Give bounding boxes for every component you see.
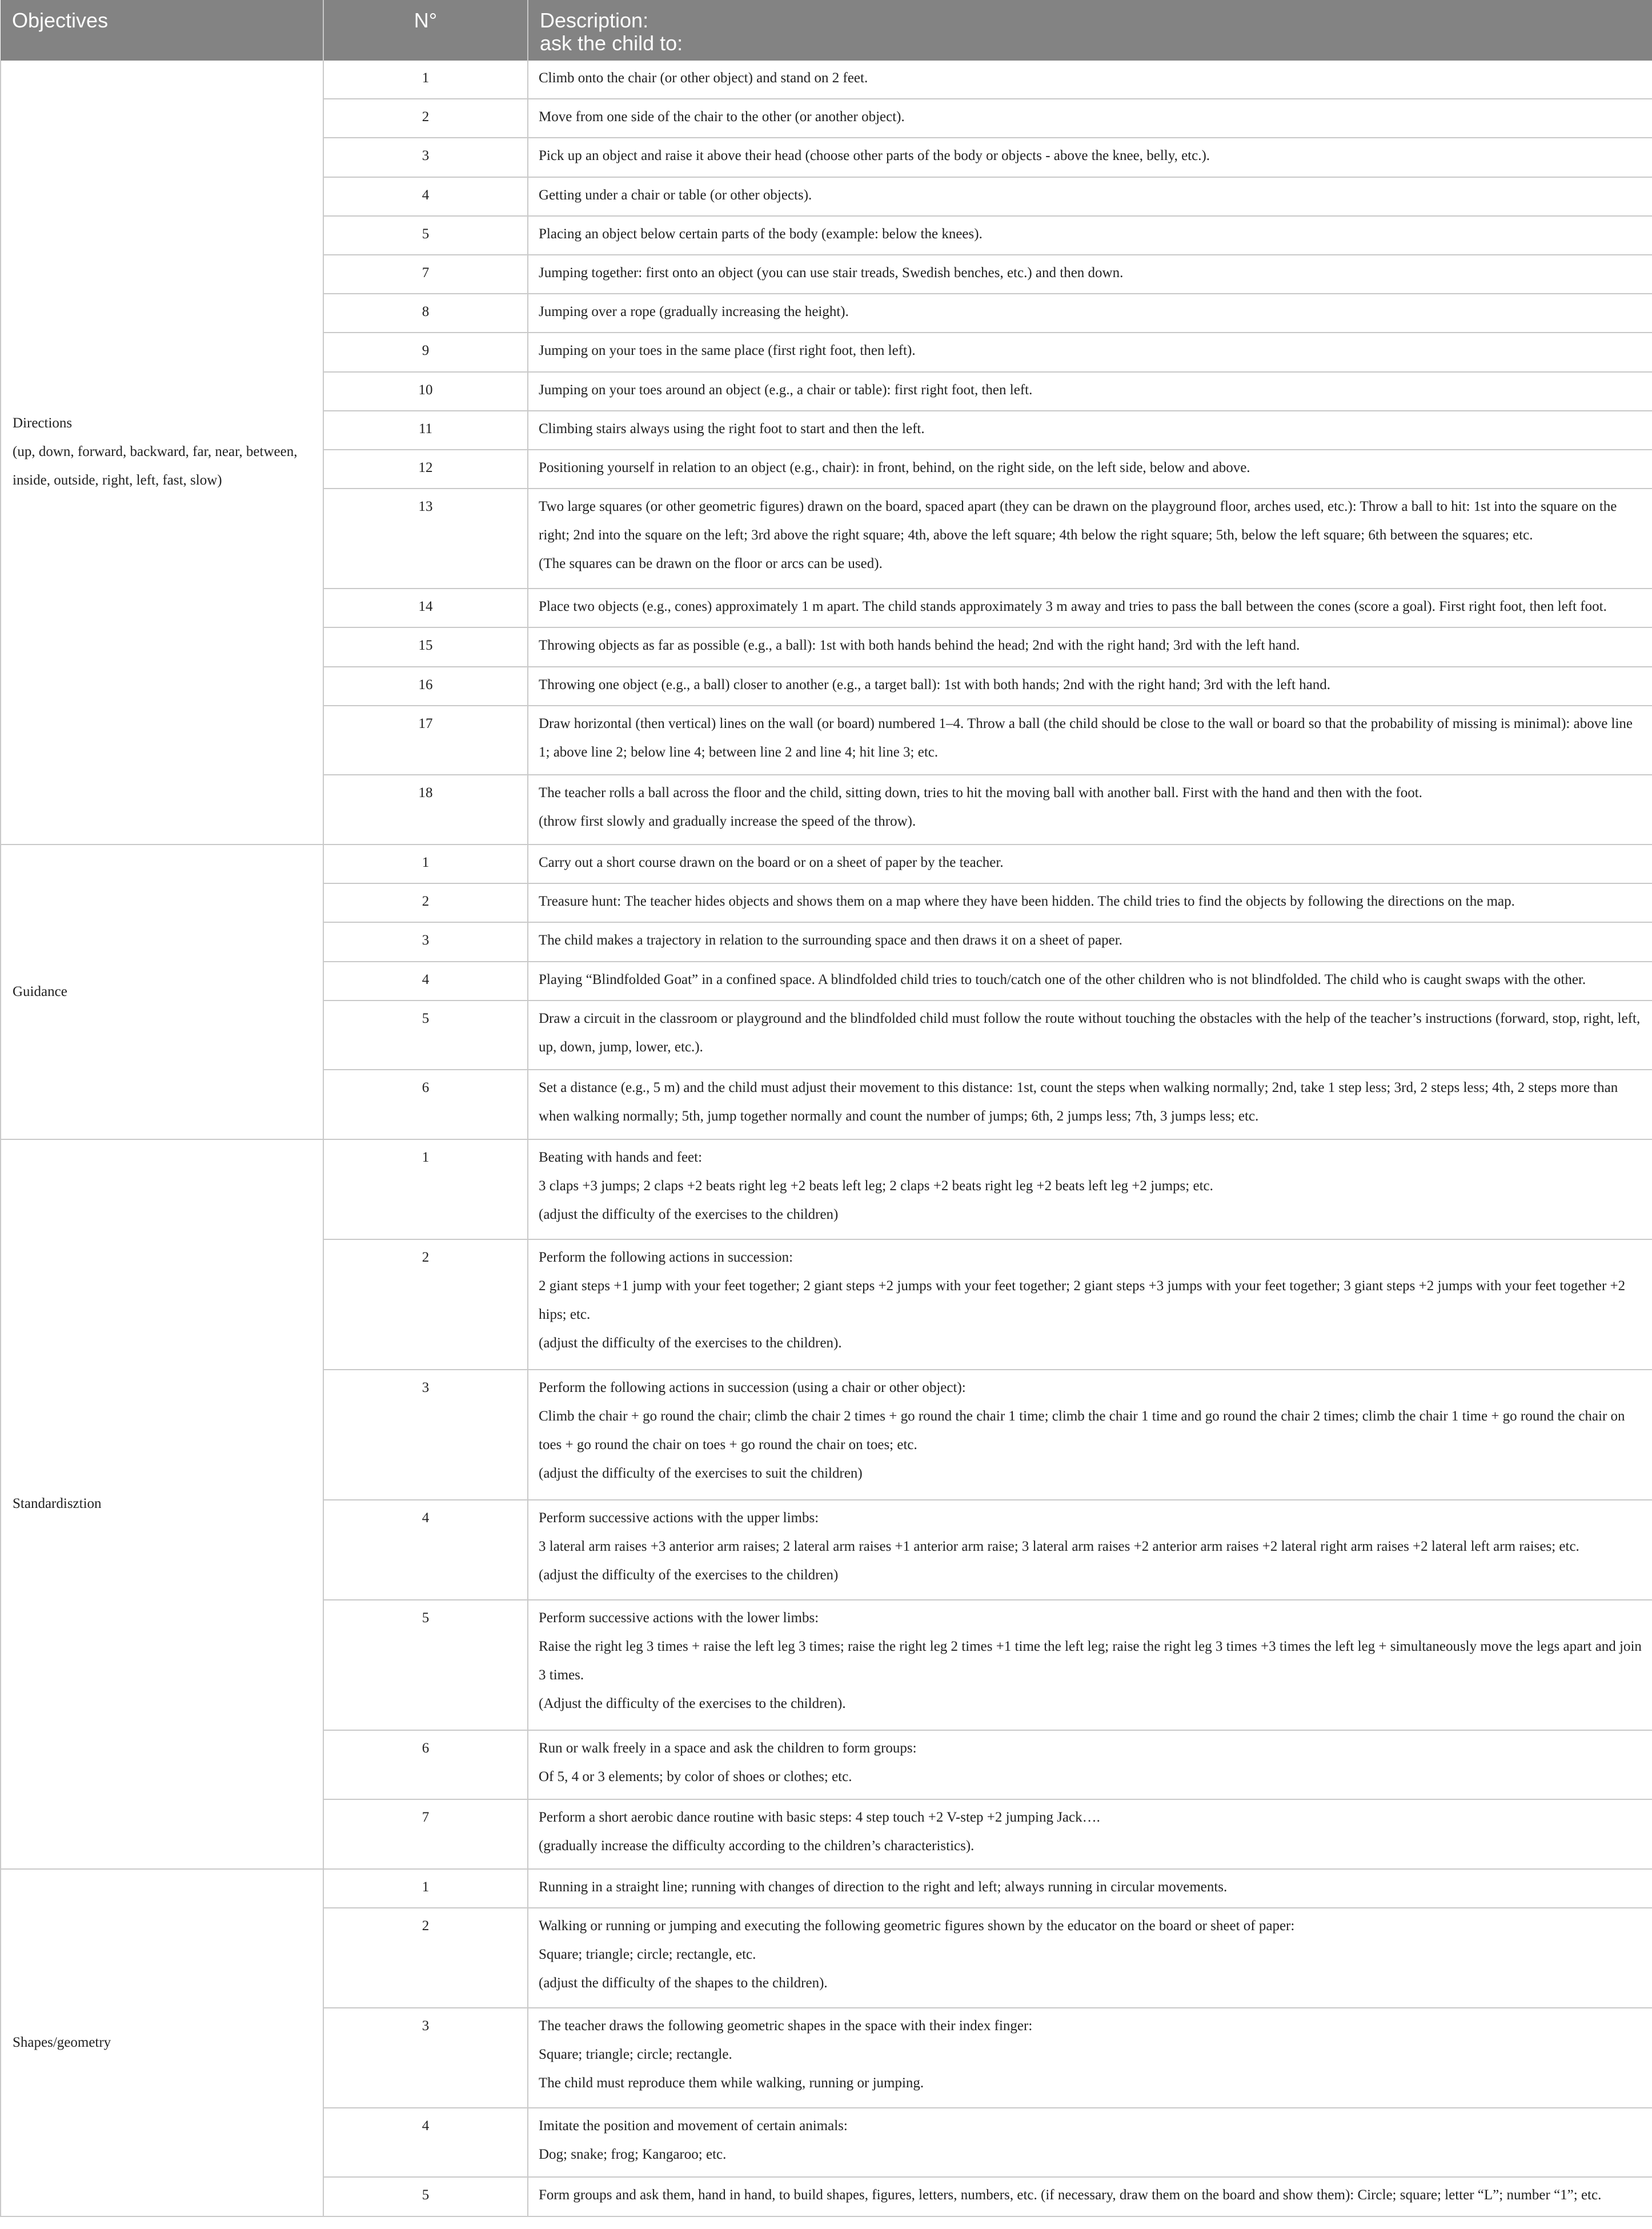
description-cell: Positioning yourself in relation to an object (e.g., chair): in front, behind, on the right side, on the left side, below and above. <box>528 450 1652 489</box>
description-cell: Draw horizontal (then vertical) lines on the wall (or board) numbered 1–4. Throw a ball (the child should be close to the wall or board so that the probability of missing is minimal): above line 1; above line 2; below line 4; between line 2 and line 4; hit line 3; etc. <box>528 706 1652 775</box>
table-body <box>1 61 1652 2216</box>
header-number: N° <box>323 0 528 61</box>
number-cell: 11 <box>323 411 528 450</box>
description-cell: Set a distance (e.g., 5 m) and the child must adjust their movement to this distance: 1st, count the steps when walking normally; 2nd, take 1 step less; 3rd, 2 steps less; 4th, 2 steps more than when walking normally; 5th, jump together normally and count the number of jumps; 6th, 2 jumps less; 7th, 3 jumps less; etc. <box>528 1070 1652 1139</box>
description-cell: The teacher rolls a ball across the floor and the child, sitting down, tries to hit the moving ball with another ball. First with the hand and then with the foot. (throw first slowly and gradually increase the speed of the throw). <box>528 775 1652 845</box>
number-cell: 4 <box>323 1500 528 1600</box>
header-objectives: Objectives <box>1 0 323 61</box>
number-cell: 1 <box>323 845 528 883</box>
number-cell: 14 <box>323 589 528 627</box>
number-cell: 5 <box>323 216 528 255</box>
description-cell: Placing an object below certain parts of the body (example: below the knees). <box>528 216 1652 255</box>
number-cell: 8 <box>323 294 528 333</box>
number-cell: 5 <box>323 2177 528 2216</box>
objective-cell: Shapes/geometry <box>1 1869 323 2216</box>
description-cell: Climbing stairs always using the right foot to start and then the left. <box>528 411 1652 450</box>
header-row <box>1 0 1652 61</box>
number-cell: 4 <box>323 2108 528 2178</box>
number-cell: 13 <box>323 489 528 589</box>
table-row <box>1 1869 1652 1908</box>
description-cell: Playing “Blindfolded Goat” in a confined space. A blindfolded child tries to touch/catch one of the other children who is not blindfolded. The child who is caught swaps with the other. <box>528 962 1652 1001</box>
description-cell: Beating with hands and feet: 3 claps +3 jumps; 2 claps +2 beats right leg +2 beats left leg; 2 claps +2 beats right leg +2 beats left leg +2 jumps; etc. (adjust the difficulty of the exercises to the children) <box>528 1139 1652 1239</box>
number-cell: 7 <box>323 255 528 294</box>
description-cell: Jumping on your toes around an object (e.g., a chair or table): first right foot, then left. <box>528 372 1652 411</box>
description-cell: Form groups and ask them, hand in hand, to build shapes, figures, letters, numbers, etc. (if necessary, draw them on the board and show them): Circle; square; letter “L”; number “1”; etc. <box>528 2177 1652 2216</box>
number-cell: 7 <box>323 1799 528 1869</box>
number-cell: 2 <box>323 1908 528 2008</box>
description-cell: The teacher draws the following geometric shapes in the space with their index finger: Square; triangle; circle; rectangle. The child must reproduce them while walking, running or jumping. <box>528 2008 1652 2108</box>
number-cell: 10 <box>323 372 528 411</box>
description-cell: Climb onto the chair (or other object) and stand on 2 feet. <box>528 61 1652 99</box>
number-cell: 17 <box>323 706 528 775</box>
objective-cell: Guidance <box>1 845 323 1139</box>
description-cell: Perform the following actions in succession (using a chair or other object): Climb the chair + go round the chair; climb the chair 2 times + go round the chair 1 time; climb the chair 1 time and go round the chair 2 times; climb the chair 1 time + go round the chair on toes + go round the chair on toes + go round the chair on toes; etc. (adjust the difficulty of the exercises to suit the children) <box>528 1370 1652 1500</box>
number-cell: 2 <box>323 1239 528 1370</box>
objective-cell: Directions (up, down, forward, backward, far, near, between, inside, outside, right, left, fast, slow) <box>1 61 323 845</box>
number-cell: 1 <box>323 1869 528 1908</box>
description-cell: Draw a circuit in the classroom or playground and the blindfolded child must follow the route without touching the obstacles with the help of the teacher’s instructions (forward, stop, right, left, up, down, jump, lower, etc.). <box>528 1001 1652 1070</box>
description-cell: Perform successive actions with the lower limbs: Raise the right leg 3 times + raise the left leg 3 times; raise the right leg 2 times +1 time the left leg; raise the right leg 3 times +3 times the left leg + simultaneously move the legs apart and join 3 times. (Adjust the difficulty of the exercises to the children). <box>528 1600 1652 1730</box>
number-cell: 9 <box>323 333 528 371</box>
description-cell: Getting under a chair or table (or other objects). <box>528 177 1652 216</box>
number-cell: 2 <box>323 883 528 922</box>
number-cell: 15 <box>323 627 528 666</box>
header-description-line1: Description: <box>540 9 649 32</box>
description-cell: The child makes a trajectory in relation to the surrounding space and then draws it on a sheet of paper. <box>528 922 1652 961</box>
description-cell: Perform successive actions with the upper limbs: 3 lateral arm raises +3 anterior arm raises; 2 lateral arm raises +1 anterior arm raise; 3 lateral arm raises +2 anterior arm raises +2 lateral right arm raises +2 lateral left arm raises; etc. (adjust the difficulty of the exercises to the children) <box>528 1500 1652 1600</box>
number-cell: 6 <box>323 1070 528 1139</box>
description-cell: Carry out a short course drawn on the board or on a sheet of paper by the teacher. <box>528 845 1652 883</box>
description-cell: Pick up an object and raise it above their head (choose other parts of the body or objects - above the knee, belly, etc.). <box>528 138 1652 177</box>
number-cell: 18 <box>323 775 528 845</box>
description-cell: Imitate the position and movement of certain animals: Dog; snake; frog; Kangaroo; etc. <box>528 2108 1652 2178</box>
description-cell: Two large squares (or other geometric figures) drawn on the board, spaced apart (they can be drawn on the playground floor, arches used, etc.): Throw a ball to hit: 1st into the square on the right; 2nd into the square on the left; 3rd above the right square; 4th, above the left square; 4th below the right square; 5th, below the left square; 6th between the squares; etc. (The squares can be drawn on the floor or arcs can be used). <box>528 489 1652 589</box>
number-cell: 16 <box>323 667 528 706</box>
number-cell: 5 <box>323 1001 528 1070</box>
description-cell: Jumping together: first onto an object (you can use stair treads, Swedish benches, etc.) and then down. <box>528 255 1652 294</box>
table-row <box>1 61 1652 99</box>
table-row <box>1 1139 1652 1239</box>
description-cell: Running in a straight line; running with changes of direction to the right and left; always running in circular movements. <box>528 1869 1652 1908</box>
description-cell: Place two objects (e.g., cones) approximately 1 m apart. The child stands approximately 3 m away and tries to pass the ball between the cones (score a goal). First right foot, then left foot. <box>528 589 1652 627</box>
number-cell: 1 <box>323 1139 528 1239</box>
description-cell: Move from one side of the chair to the other (or another object). <box>528 99 1652 138</box>
number-cell: 1 <box>323 61 528 99</box>
description-cell: Walking or running or jumping and executing the following geometric figures shown by the educator on the board or sheet of paper: Square; triangle; circle; rectangle, etc. (adjust the difficulty of the shapes to the children). <box>528 1908 1652 2008</box>
table-row <box>1 845 1652 883</box>
number-cell: 2 <box>323 99 528 138</box>
header-description-line2: ask the child to: <box>540 31 683 55</box>
number-cell: 5 <box>323 1600 528 1730</box>
number-cell: 3 <box>323 922 528 961</box>
description-cell: Run or walk freely in a space and ask the children to form groups: Of 5, 4 or 3 elements; by color of shoes or clothes; etc. <box>528 1730 1652 1800</box>
number-cell: 12 <box>323 450 528 489</box>
number-cell: 4 <box>323 962 528 1001</box>
description-cell: Perform the following actions in succession: 2 giant steps +1 jump with your feet together; 2 giant steps +2 jumps with your feet together; 2 giant steps +3 jumps with your feet together; 3 giant steps +2 jumps with your feet together +2 hips; etc. (adjust the difficulty of the exercises to the children). <box>528 1239 1652 1370</box>
description-cell: Throwing one object (e.g., a ball) closer to another (e.g., a target ball): 1st with both hands; 2nd with the right hand; 3rd with the left hand. <box>528 667 1652 706</box>
objective-cell: Standardisztion <box>1 1139 323 1869</box>
description-cell: Jumping on your toes in the same place (first right foot, then left). <box>528 333 1652 371</box>
number-cell: 3 <box>323 138 528 177</box>
description-cell: Treasure hunt: The teacher hides objects and shows them on a map where they have been hidden. The child tries to find the objects by following the directions on the map. <box>528 883 1652 922</box>
header-description <box>528 0 1652 61</box>
number-cell: 3 <box>323 1370 528 1500</box>
number-cell: 3 <box>323 2008 528 2108</box>
description-cell: Jumping over a rope (gradually increasing the height). <box>528 294 1652 333</box>
description-cell: Throwing objects as far as possible (e.g., a ball): 1st with both hands behind the head; 2nd with the right hand; 3rd with the left hand. <box>528 627 1652 666</box>
description-cell: Perform a short aerobic dance routine with basic steps: 4 step touch +2 V-step +2 jumping Jack…. (gradually increase the difficulty according to the children’s characteristics). <box>528 1799 1652 1869</box>
number-cell: 4 <box>323 177 528 216</box>
number-cell: 6 <box>323 1730 528 1800</box>
